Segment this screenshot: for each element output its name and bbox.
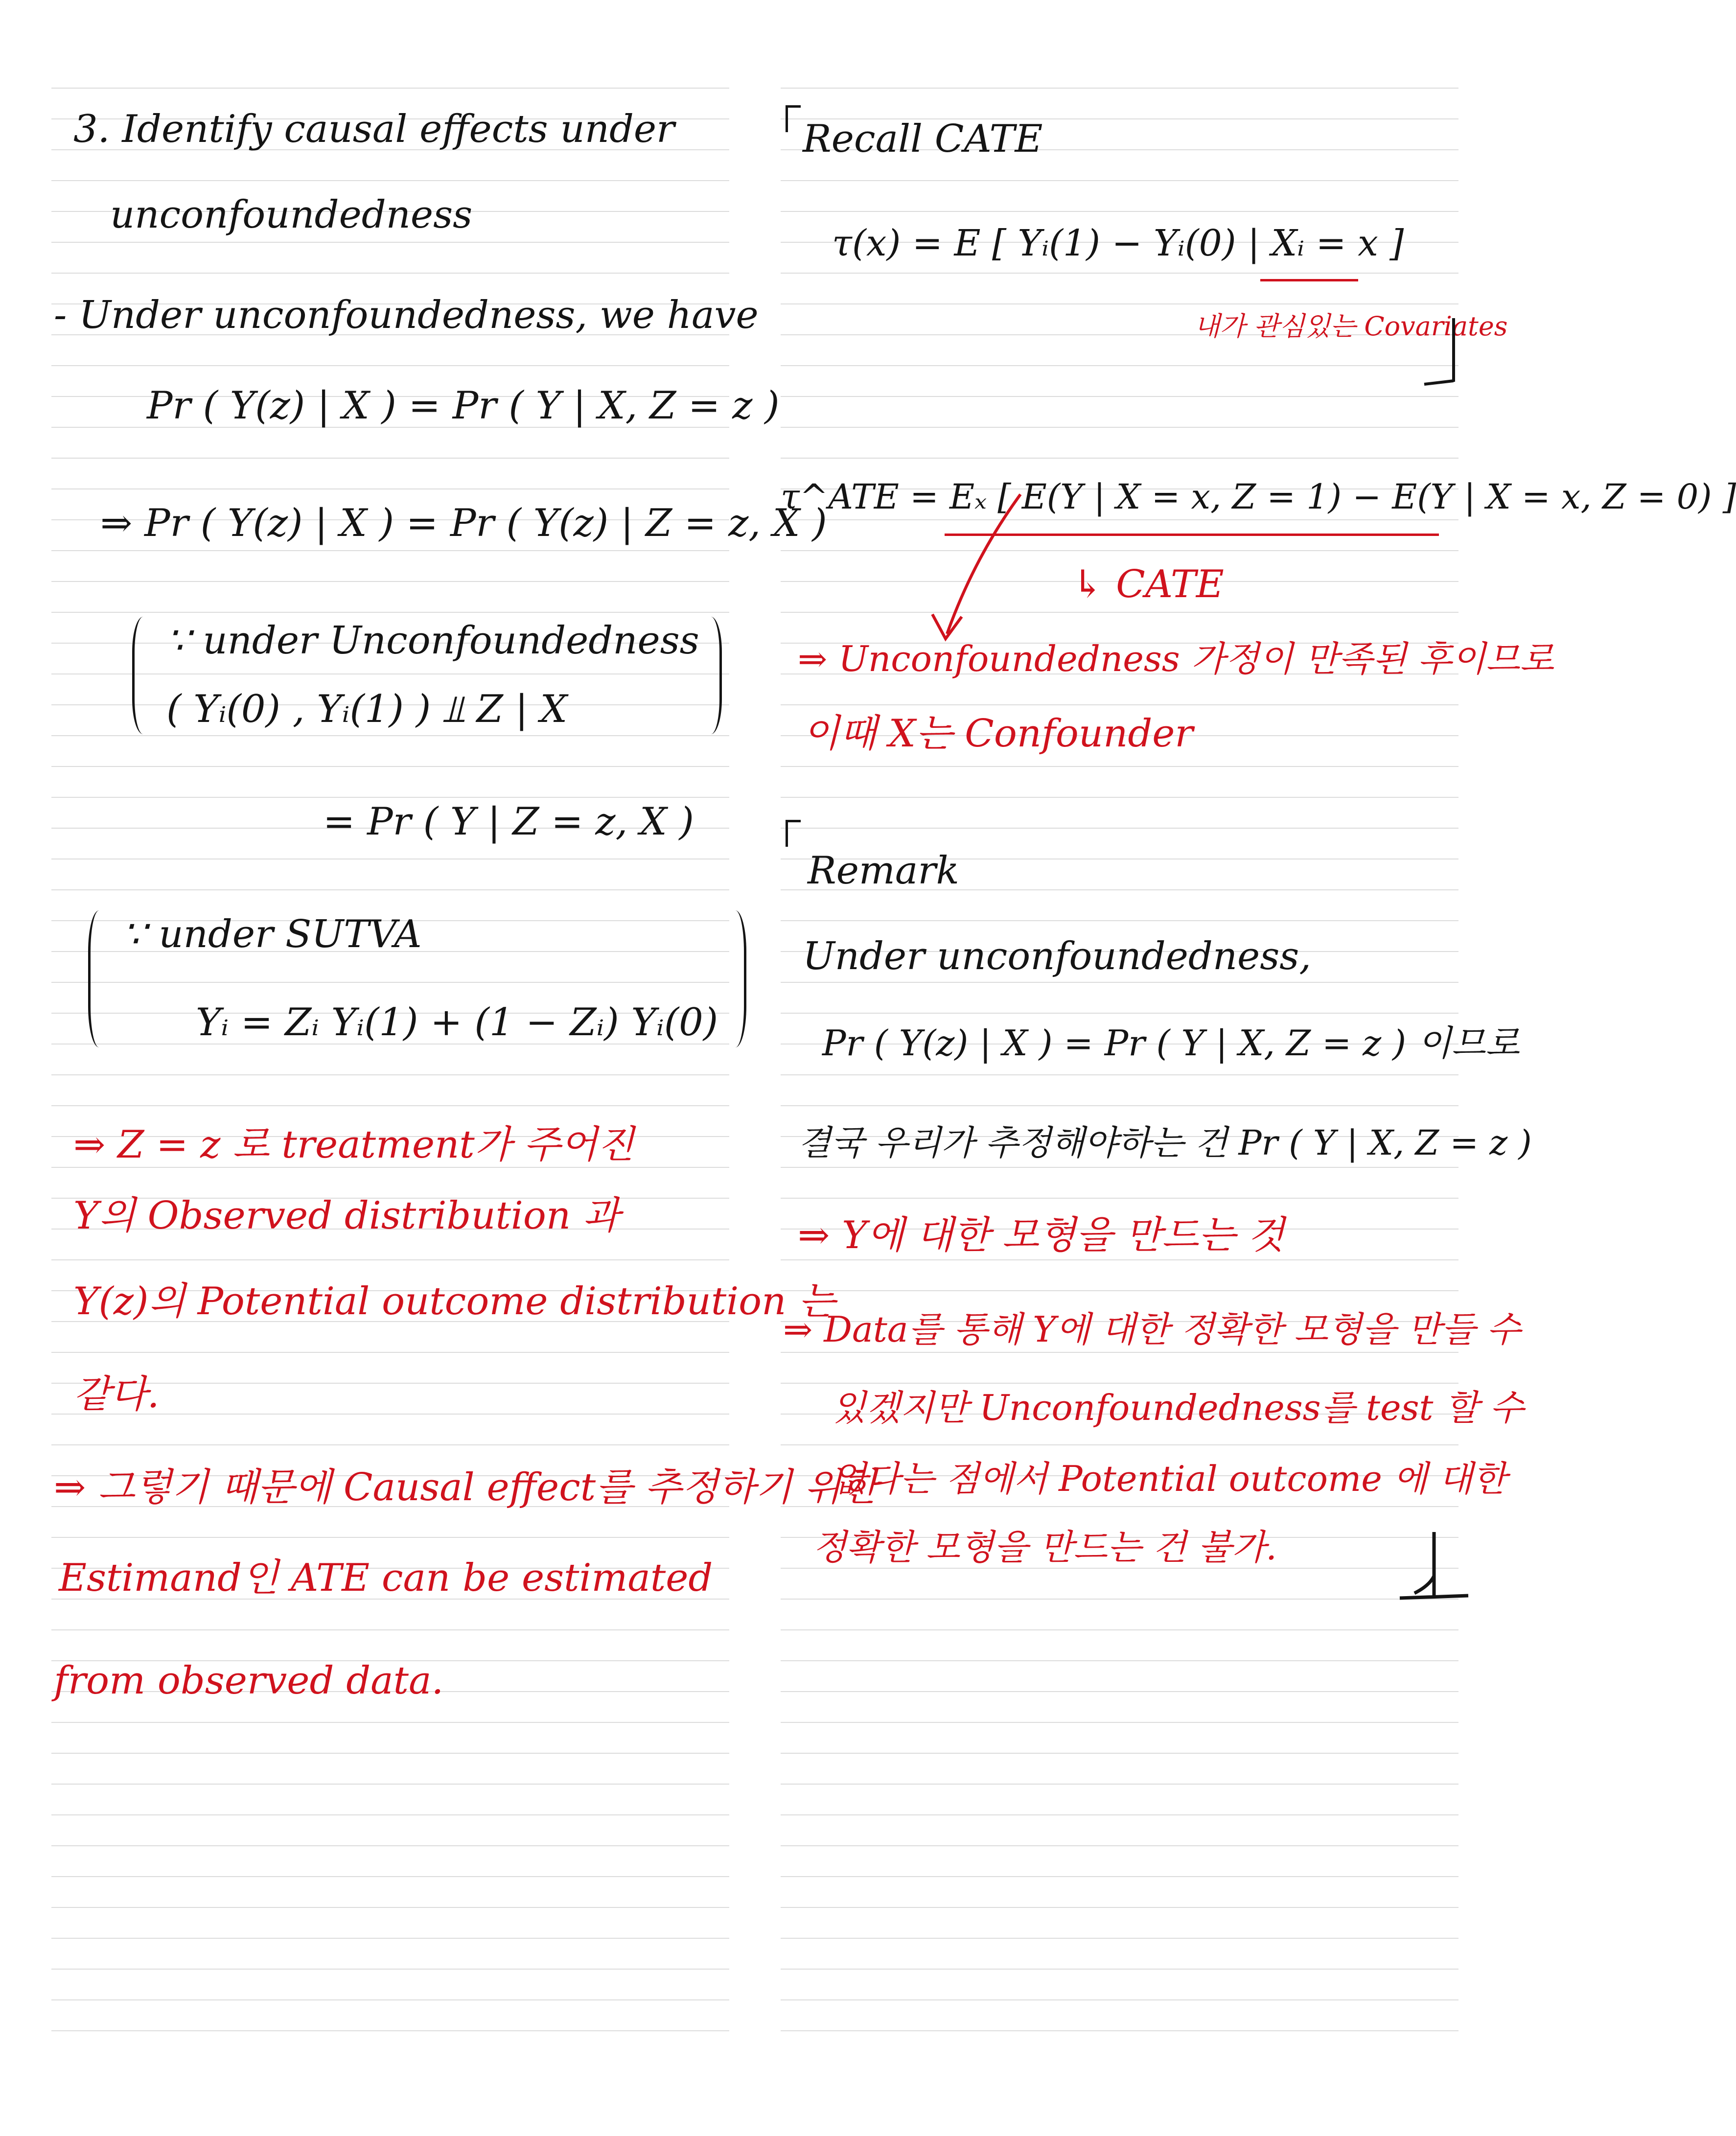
ate-cate-label: ↳ CATE <box>1072 562 1224 606</box>
reason-1-line-1: ∵ under Unconfoundedness <box>166 619 699 663</box>
remark-line-7: 정확한 모형을 만드는 건 불가. <box>812 1527 1277 1568</box>
remark-title: Remark <box>808 849 959 893</box>
equation-1: Pr ( Y(z) | X ) = Pr ( Y | X, Z = z ) <box>147 384 780 428</box>
bullet-text: - Under unconfoundedness, we have <box>54 293 759 337</box>
red-note-3-line-1: ⇒ Unconfoundedness 가정이 만족된 후이므로 <box>798 638 1554 679</box>
remark-line-2: 결국 우리가 추정해야하는 건 Pr ( Y | X, Z = z ) <box>798 1123 1532 1163</box>
ate-equation: τ^ATE = Eₓ [ E(Y | X = x, Z = 1) − E(Y | X = x, Z = 0) ] <box>781 477 1736 517</box>
red-note-1-line-1: ⇒ Z = z 로 treatment가 주어진 <box>73 1123 634 1167</box>
remark-equation: Pr ( Y(z) | X ) = Pr ( Y | X, Z = z ) 이므로 <box>822 1022 1520 1064</box>
remark-line-3: ⇒ Y에 대한 모형을 만드는 것 <box>798 1213 1285 1257</box>
red-note-1-line-4: 같다. <box>73 1372 160 1416</box>
end-mark-1 <box>1419 313 1463 392</box>
section-title: 3. Identify causal effects under <box>73 107 675 151</box>
red-note-2-line-1: ⇒ 그렇기 때문에 Causal effect를 추정하기 위한 <box>54 1465 879 1509</box>
remark-line-6: 없다는 점에서 Potential outcome 에 대한 <box>832 1458 1507 1499</box>
section-title-continued: unconfoundedness <box>110 193 473 237</box>
cate-note: 내가 관심있는 Covariates <box>1194 311 1508 342</box>
reason-2-line-2: Yᵢ = Zᵢ Yᵢ(1) + (1 − Zᵢ) Yᵢ(0) <box>196 1000 718 1045</box>
red-note-2-line-2: Estimand인 ATE can be estimated <box>59 1556 713 1600</box>
remark-line-1: Under unconfoundedness, <box>803 934 1312 978</box>
red-note-3-line-2: 이때 X는 Confounder <box>803 712 1193 756</box>
red-note-2-line-3: from observed data. <box>54 1659 444 1703</box>
red-note-1-line-3: Y(z)의 Potential outcome distribution 는 <box>73 1279 835 1323</box>
equation-2: ⇒ Pr ( Y(z) | X ) = Pr ( Y(z) | Z = z, X ) <box>100 501 827 545</box>
reason-2-line-1: ∵ under SUTVA <box>122 912 422 956</box>
equation-3: = Pr ( Y | Z = z, X ) <box>323 800 694 844</box>
red-note-1-line-2: Y의 Observed distribution 과 <box>73 1194 620 1238</box>
recall-title: Recall CATE <box>803 117 1043 161</box>
remark-line-5: 있겠지만 Unconfoundedness를 test 할 수 <box>832 1387 1524 1428</box>
end-mark-2 <box>1395 1527 1473 1605</box>
cate-equation: τ(x) = E [ Yᵢ(1) − Yᵢ(0) | Xᵢ = x ] <box>832 222 1404 264</box>
remark-line-4: ⇒ Data를 통해 Y에 대한 정확한 모형을 만들 수 <box>783 1309 1521 1350</box>
reason-1-line-2: ( Yᵢ(0) , Yᵢ(1) ) ⫫ Z | X <box>166 687 568 731</box>
